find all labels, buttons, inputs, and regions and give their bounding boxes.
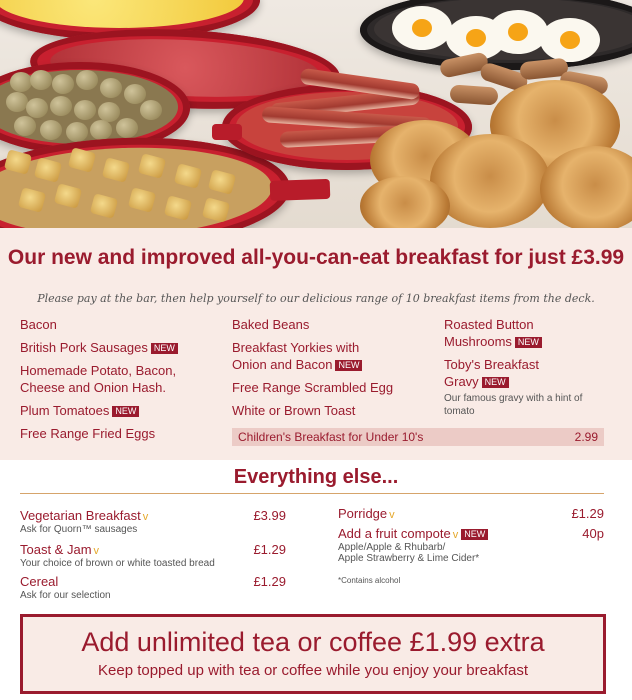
breakfast-photo bbox=[0, 0, 632, 228]
menu-column-3 bbox=[444, 316, 614, 418]
item-cereal: Cereal Ask for our selection bbox=[20, 574, 111, 601]
menu-item-yorkies: Breakfast Yorkies with Onion and Bacon NEW bbox=[232, 339, 382, 373]
vegetarian-icon: v bbox=[452, 529, 459, 541]
menu-item-sausages: British Pork Sausages NEW bbox=[20, 339, 220, 356]
menu-item-hash: Homemade Potato, Bacon, Cheese and Onion Hash. bbox=[20, 363, 177, 395]
new-badge: NEW bbox=[151, 343, 178, 354]
menu-item-gravy: Toby's Breakfast Gravy NEW Our famous gravy with a hint of tomato bbox=[444, 356, 564, 418]
price-fruit-compote: 40p bbox=[582, 526, 604, 541]
menu-item-beans: Baked Beans bbox=[232, 317, 310, 332]
new-badge: NEW bbox=[515, 337, 542, 348]
kids-breakfast-price: 2.99 bbox=[574, 430, 598, 444]
menu-item-mushrooms: Roasted Button Mushrooms NEW bbox=[444, 316, 564, 350]
menu-item-tomatoes: Plum Tomatoes NEW bbox=[20, 402, 220, 419]
item-porridge: Porridge v bbox=[338, 506, 395, 521]
menu-item-bacon: Bacon bbox=[20, 317, 57, 332]
new-badge: NEW bbox=[112, 406, 139, 417]
tea-coffee-box bbox=[20, 614, 606, 694]
item-vegetarian: Vegetarian Breakfast v Ask for Quorn™ sausages bbox=[20, 508, 149, 535]
instruction-note: Please pay at the bar, then help yourself to our delicious range of 10 breakfast items from the deck. bbox=[37, 292, 595, 305]
divider bbox=[20, 493, 604, 494]
item-toast-jam: Toast & Jam v Your choice of brown or white toasted bread bbox=[20, 542, 215, 569]
menu-column-2 bbox=[232, 316, 432, 419]
price-cereal: £1.29 bbox=[253, 574, 286, 589]
menu-item-scrambled-egg: Free Range Scrambled Egg bbox=[232, 380, 394, 395]
gravy-note: Our famous gravy with a hint of tomato bbox=[444, 393, 583, 417]
price-vegetarian: £3.99 bbox=[253, 508, 286, 523]
new-badge: NEW bbox=[482, 377, 509, 388]
alcohol-note: *Contains alcohol bbox=[338, 576, 401, 585]
everything-else-title: Everything else... bbox=[233, 466, 399, 488]
kids-breakfast-bar bbox=[232, 428, 604, 446]
new-badge: NEW bbox=[335, 360, 362, 371]
item-fruit-compote: Add a fruit compote v NEW Apple/Apple & Rhubarb/ Apple Strawberry & Lime Cider* bbox=[338, 526, 488, 564]
new-badge: NEW bbox=[461, 529, 488, 540]
price-porridge: £1.29 bbox=[571, 506, 604, 521]
menu-item-fried-eggs: Free Range Fried Eggs bbox=[20, 426, 156, 441]
all-you-can-eat-section bbox=[0, 228, 632, 460]
tea-coffee-title: Add unlimited tea or coffee £1.99 extra bbox=[81, 627, 545, 657]
kids-breakfast-label: Children's Breakfast for Under 10's bbox=[238, 430, 424, 444]
headline: Our new and improved all-you-can-eat breakfast for just £3.99 bbox=[7, 246, 625, 269]
price-toast-jam: £1.29 bbox=[253, 542, 286, 557]
tea-coffee-subtitle: Keep topped up with tea or coffee while you enjoy your breakfast bbox=[98, 662, 528, 679]
vegetarian-icon: v bbox=[142, 511, 149, 523]
menu-item-toast: White or Brown Toast bbox=[232, 403, 356, 418]
vegetarian-icon: v bbox=[93, 545, 100, 557]
menu-column-1 bbox=[20, 316, 220, 447]
vegetarian-icon: v bbox=[389, 509, 395, 521]
